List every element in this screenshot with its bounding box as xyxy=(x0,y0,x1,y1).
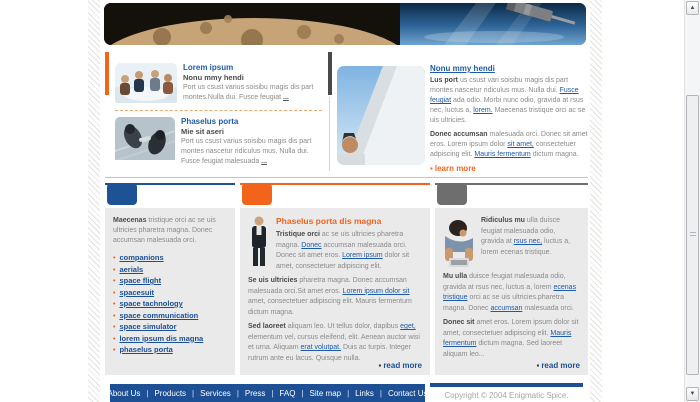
article-box xyxy=(240,208,430,375)
news-subtitle: Nonu mmy hendi xyxy=(183,73,244,82)
read-more-link[interactable] xyxy=(378,361,422,370)
scrollbar[interactable] xyxy=(684,0,700,402)
paragraph-lead: Tristique orci xyxy=(276,231,320,238)
inline-link[interactable]: Fusce feugiat xyxy=(430,87,579,104)
inline-link[interactable]: Mauris fermentum xyxy=(443,329,572,347)
text-run: ada odio. Morbi nunc odio, gravida at rsus nec, luctus a, xyxy=(430,97,584,114)
gray-tab xyxy=(437,183,467,205)
article-paragraph xyxy=(443,272,580,314)
paragraph-lead: Lus port xyxy=(430,77,458,84)
nav-item-contact-us[interactable]: Contact Us xyxy=(387,388,428,398)
paragraph-lead: Donec accumsan xyxy=(430,131,488,138)
text-run: us csust vari soisibu magis dis part montes nascetur ridiculus mus. Nulla dui. xyxy=(430,77,569,94)
text-run: Maecenas tristique orci ac se uis ultricies. xyxy=(430,107,586,124)
inline-link[interactable]: Lorem ipsum xyxy=(342,252,383,259)
news-item xyxy=(115,63,322,105)
sidebar-link-aerials[interactable]: aerials xyxy=(119,264,144,274)
news-title-link[interactable]: Lorem ipsum xyxy=(183,63,234,72)
scrollbar-thumb[interactable] xyxy=(686,95,699,375)
orange-accent-bar xyxy=(105,52,109,95)
news-item xyxy=(115,117,322,167)
sidebar-link-lorem-ipsum[interactable]: lorem ipsum dis magna xyxy=(119,333,204,343)
feature-text xyxy=(430,64,588,174)
inline-link[interactable]: erat volutpat. xyxy=(300,344,341,351)
hatch-border-right xyxy=(590,0,602,402)
footer-nav-list xyxy=(107,389,427,398)
text-run: Duis ac turpis. Integer rutrum ante eu lacus. Quisque nulla. xyxy=(248,344,412,362)
text-run: amet, consectetuer adipiscing elit. Mauris fermentum dictum magna. xyxy=(248,298,412,316)
text-run: orci ac se uis ultricies.pharetra magna. Donec xyxy=(443,294,564,312)
bullet-icon: ▪ xyxy=(378,361,382,370)
news-thumb-meeting[interactable] xyxy=(115,63,177,105)
inline-link[interactable]: eget, xyxy=(400,323,416,330)
news-column xyxy=(115,63,322,167)
text-run: dictum magna. xyxy=(530,151,579,158)
header-space-image xyxy=(104,3,586,45)
laptop-man-image xyxy=(443,216,475,270)
text-run: dolor sit amet, consectetuer adipiscing elit. xyxy=(276,252,410,270)
learn-more-link[interactable] xyxy=(430,164,588,174)
inline-link[interactable]: Donec xyxy=(301,241,322,249)
list-item xyxy=(113,265,227,277)
list-item xyxy=(113,311,227,323)
section-separator xyxy=(105,177,588,178)
inline-link[interactable]: rsus nec, xyxy=(513,238,543,245)
column-divider xyxy=(329,97,330,171)
nav-item-press[interactable]: Press | xyxy=(245,389,280,398)
sidebar-link-phaselus-porta[interactable]: phaselus porta xyxy=(119,345,173,354)
orange-tab xyxy=(242,183,272,205)
read-more-label: read more xyxy=(383,361,422,370)
sidebar-link-spacesuit[interactable]: spacesuit xyxy=(119,287,155,297)
inline-link[interactable]: accumsan xyxy=(490,304,523,312)
feature-column xyxy=(337,64,588,174)
nav-item-products[interactable]: Products | xyxy=(154,389,200,398)
inline-link[interactable]: Lorem ipsum dolor sit xyxy=(342,287,410,295)
article-paragraph xyxy=(248,276,422,318)
text-run: malesuada orci. xyxy=(522,304,574,312)
sidebar-box xyxy=(105,208,235,375)
learn-more-label: learn more xyxy=(434,164,476,173)
article-column xyxy=(240,183,430,370)
inline-link[interactable]: sit amet, xyxy=(507,141,534,148)
text-run: amet eros. Lorem ipsum dolor sit amet, consectetuer adipiscing elit. xyxy=(443,319,579,337)
news-subtitle: Mie sit aseri xyxy=(181,127,224,136)
list-item xyxy=(113,334,227,346)
news-title-link[interactable]: Phaselus porta xyxy=(181,117,239,126)
article-paragraph xyxy=(248,322,422,364)
paragraph-lead: Maecenas xyxy=(113,217,147,224)
news-item-body xyxy=(181,117,322,167)
inline-link[interactable]: lorem. xyxy=(473,107,493,114)
paragraph-lead: Sed laoreet xyxy=(248,323,286,330)
text-run: malesuada orci. Donec sit amet eros. Lorem ipsum dolor xyxy=(430,131,588,148)
sidebar-intro xyxy=(113,216,227,246)
bullet-icon: ▪ xyxy=(536,361,540,370)
text-run: duisce feugiat malesuada odio, gravida at rsus nec, luctus a, lorem xyxy=(443,273,566,291)
scroll-down-icon[interactable]: ▼ xyxy=(686,387,699,401)
more-link[interactable]: ... xyxy=(261,158,268,165)
feature-title-link[interactable]: Nonu mmy hendi xyxy=(430,64,495,73)
blue-tab xyxy=(107,183,137,205)
text-run: aliquam leo. Ut tellus dolor, dapibus xyxy=(285,323,401,330)
sidebar-link-companions[interactable]: companions xyxy=(119,253,164,262)
side-article-box xyxy=(435,208,588,375)
copyright-text: Copyright © 2004 Enigmatic Spice. xyxy=(444,391,569,400)
sidebar-link-space-flight[interactable]: space flight xyxy=(119,276,162,285)
footer-blue-line xyxy=(430,383,583,387)
sidebar-link-space-simulator[interactable]: space simulator xyxy=(119,322,177,331)
text-run: ulla duisce feugiat malesuada odio, gravida at xyxy=(481,217,560,245)
gray-accent-bar xyxy=(328,52,332,95)
feature-thumb-sail[interactable] xyxy=(337,66,425,165)
nav-item-faq[interactable]: FAQ | xyxy=(279,389,309,398)
sidebar-column xyxy=(105,183,235,354)
text-run: accumsan malesuada orci. Donec sit amet eros. xyxy=(276,241,407,259)
more-link[interactable]: ... xyxy=(283,94,289,101)
scroll-up-icon[interactable]: ▲ xyxy=(686,1,699,15)
sidebar-link-space-tachnology[interactable]: space tachnology xyxy=(119,299,183,308)
text-run: luctus a, lorem ecenas tristique. xyxy=(481,238,571,256)
paragraph-lead: Donec sit xyxy=(443,319,475,326)
businessman-image xyxy=(248,216,270,270)
news-item-body xyxy=(183,63,322,105)
sidebar-link-space-communication[interactable]: space communication xyxy=(119,310,199,320)
list-item xyxy=(113,276,227,288)
dashed-divider xyxy=(115,110,322,111)
text-run: ac se uis ultricies pharetra magna. xyxy=(276,231,404,249)
feature-paragraph xyxy=(430,130,588,160)
inline-link[interactable]: ecenas tristique xyxy=(443,283,577,301)
article-paragraph xyxy=(443,318,580,360)
hatch-border-left xyxy=(88,0,100,402)
text-run: consectetuer adpiscing elit. xyxy=(430,141,576,158)
scrollbar-grip-icon xyxy=(690,232,696,238)
article-paragraph xyxy=(248,230,422,272)
footer-nav-bar xyxy=(107,384,428,402)
page-body xyxy=(100,0,590,402)
nav-item-services[interactable]: Services | xyxy=(200,389,245,398)
news-text: Port us csust varius soisibu magis dis part montes nascetur ridiculus mus. Nulla dui. Fusce feugiat malesuada xyxy=(181,138,312,165)
read-more-link[interactable] xyxy=(536,361,580,370)
inline-link[interactable]: Mauris fermentum xyxy=(474,151,531,158)
sidebar-link-list xyxy=(113,253,227,357)
list-item xyxy=(113,345,227,357)
side-article-column xyxy=(435,183,588,370)
nav-item-about-us[interactable]: About Us | xyxy=(107,389,154,398)
nav-item-site-map[interactable]: Site map | xyxy=(310,389,356,398)
paragraph-lead: Ridiculus mu xyxy=(481,217,525,224)
text-run: tristique orci ac se uis ultricies pharetra magna. Donec accumsan malesuada orci. xyxy=(113,217,216,244)
paragraph-lead: Mu ulla xyxy=(443,273,468,280)
text-run: elementum vel, cursus eleifend, elit. Aenean auctor wisi et urna. Aliquam xyxy=(248,333,420,351)
news-thumb-handshake[interactable] xyxy=(115,117,175,167)
news-text: Port us csust varius soisibu magis dis part montes.Nulla dui. Fusce feugiat xyxy=(183,84,314,101)
list-item xyxy=(113,299,227,311)
list-item xyxy=(113,322,227,334)
paragraph-lead: Se uis ultricies xyxy=(248,277,298,284)
text-run: dictum magna. Sed laoreet aliquam leo... xyxy=(443,340,563,358)
article-heading: Phaselus porta dis magna xyxy=(276,216,382,226)
bullet-icon: ▪ xyxy=(430,164,433,173)
list-item xyxy=(113,253,227,265)
nav-item-links[interactable]: Links | xyxy=(355,389,388,398)
feature-paragraph xyxy=(430,76,588,126)
list-item xyxy=(113,288,227,300)
read-more-label: read more xyxy=(541,361,580,370)
text-run: pharetra magna. Donec accumsan malesuada orci.Sit amet eros. xyxy=(248,277,407,295)
